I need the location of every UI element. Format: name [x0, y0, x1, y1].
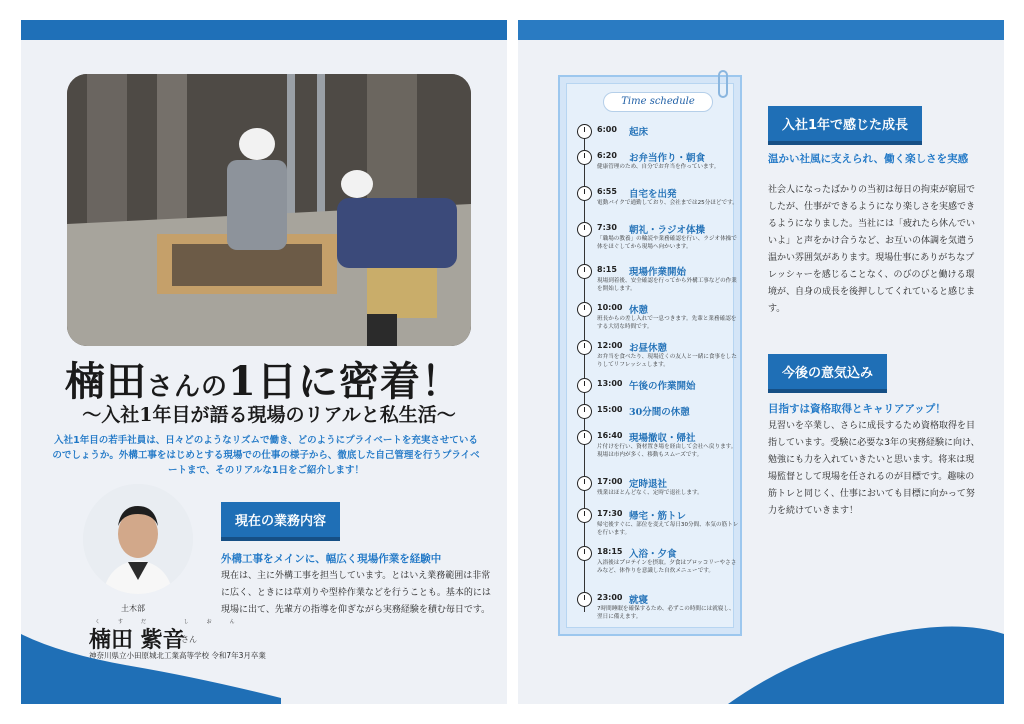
schedule-time: 13:00 [597, 379, 623, 388]
paperclip-icon [718, 70, 728, 98]
schedule-time: 10:00 [597, 303, 623, 312]
schedule-time: 6:00 [597, 125, 617, 134]
schedule-title: Time schedule [603, 92, 713, 112]
schedule-time: 6:20 [597, 151, 617, 160]
schedule-desc: 班長からの差し入れで一息つきます。先輩と業務確認をする大切な時間です。 [597, 316, 737, 330]
schedule-time: 15:00 [597, 405, 623, 414]
section-sub-growth: 温かい社風に支えられ、働く楽しさを実感 [768, 153, 969, 165]
top-bar [21, 20, 507, 40]
headline-name: 楠田 [65, 358, 147, 405]
schedule-time: 18:15 [597, 547, 623, 556]
bottom-wave [21, 614, 507, 704]
schedule-title-text: 30分間の休憩 [629, 407, 690, 418]
schedule-title-text: 起床 [629, 127, 649, 138]
name-honorific: さん [181, 635, 197, 644]
schedule-title-text: 自宅を出発 [629, 189, 677, 200]
clock-icon [577, 222, 592, 237]
lead-text: 入社1年目の若手社員は、日々どのようなリズムで働き、どのようにプライベートを充実させているのでしょうか。外構工事をはじめとする現場での仕事の様子から、徹底した自己管理を行うプライベートまで、そのリアルな1日をご紹介します！ [52, 435, 480, 476]
schedule-desc: 残業はほとんどなく、定時で退社します。 [597, 490, 703, 496]
avatar [83, 484, 193, 594]
bottom-wave-right [518, 554, 1004, 704]
schedule-inner [566, 83, 739, 628]
clock-icon [577, 378, 592, 393]
person-name: 楠田 紫音 [89, 627, 185, 653]
schedule-desc: お弁当を食べたり、現場近くの友人と一緒に食事をしたりしてリフレッシュします。 [597, 354, 737, 368]
schedule-title-text: 現場作業開始 [629, 267, 687, 278]
schedule-desc: 電動バイクで通勤しており、会社までは25分ほどです。 [597, 200, 738, 206]
clock-icon [577, 508, 592, 523]
headline [65, 350, 485, 407]
clock-icon [577, 302, 592, 317]
clock-icon [577, 124, 592, 139]
schedule-desc: 7時間睡眠を確保するため、必ずこの時間には就寝し、翌日に備えます。 [597, 606, 735, 620]
worksite-photo [67, 74, 471, 346]
schedule-title-text: 午後の作業開始 [629, 381, 696, 392]
schedule-desc: 現場到着後、安全確認を行ってから外構工事などの作業を開始します。 [597, 278, 737, 292]
schedule-time: 17:30 [597, 509, 623, 518]
section-title-future: 今後の意気込み [768, 354, 887, 389]
schedule-title-text: 帰宅・筋トレ [629, 511, 687, 522]
schedule-title-text: 休憩 [629, 305, 649, 316]
school: 神奈川県立小田原城北工業高等学校 令和7年3月卒業 [89, 651, 266, 660]
schedule-title-text: お弁当作り・朝食 [629, 153, 706, 164]
clock-icon [577, 264, 592, 279]
schedule-title-text: 就寝 [629, 595, 649, 606]
schedule-time: 17:00 [597, 477, 623, 486]
clock-icon [577, 430, 592, 445]
schedule-card [558, 75, 742, 636]
schedule-title-text: 朝礼・ラジオ体操 [629, 225, 706, 236]
schedule-title-text: 定時退社 [629, 479, 668, 490]
section-title-current-work: 現在の業務内容 [221, 502, 340, 537]
headline-end: 1日に密着！ [228, 358, 462, 405]
section-body-growth: 社会人になったばかりの当初は毎日の拘束が窮屈でしたが、仕事ができるようになり楽しさを実感できるようになりました。当社には「疲れたら休んでいいよ」と声をかけ合うなど、お互いの体調を気遣う温かい雰囲気があります。現場仕事にありがちなプレッシャーを感じることなく、のびのびと働ける環境が、自身の成長を後押ししてくれていると感じます。 [768, 185, 976, 314]
schedule-time: 23:00 [597, 593, 623, 602]
clock-icon [577, 186, 592, 201]
schedule-desc: 「職場の教養」の輪読や業務確認を行い、ラジオ体操で体をほぐしてから現場へ向かいます。 [597, 236, 737, 250]
schedule-time: 6:55 [597, 187, 617, 196]
section-sub-future: 目指すは資格取得とキャリアアップ！ [768, 403, 946, 415]
section-title-growth: 入社1年で感じた成長 [768, 106, 922, 141]
clock-icon [577, 404, 592, 419]
schedule-title-text: 現場撤収・帰社 [629, 433, 696, 444]
schedule-title-text: 入浴・夕食 [629, 549, 677, 560]
schedule-desc: 入浴後はプロテインを摂取。夕食はブロッコリーやささみなど、体作りを意識した自炊メニューです。 [597, 560, 737, 574]
schedule-time: 8:15 [597, 265, 617, 274]
schedule-time: 16:40 [597, 431, 623, 440]
clock-icon [577, 340, 592, 355]
clock-icon [577, 150, 592, 165]
section-sub-current-work: 外構工事をメインに、幅広く現場作業を経験中 [221, 553, 442, 565]
clock-icon [577, 476, 592, 491]
left-page [21, 20, 507, 704]
headline-san: さんの [147, 372, 229, 402]
schedule-time: 12:00 [597, 341, 623, 350]
department: 土木部 [121, 604, 145, 613]
subtitle: 〜入社1年目が語る現場のリアルと私生活〜 [82, 404, 456, 426]
name-ruby-family: くすだ [95, 619, 165, 625]
section-body-current-work: 現在は、主に外構工事を担当しています。とはいえ業務範囲は非常に広く、ときには草刈りや型枠作業などを行うことも。基本的には現場に出て、先輩方の指導を仰ぎながら実務経験を積む毎日です。 [221, 571, 491, 615]
top-bar-right [518, 20, 1004, 40]
section-body-future: 見習いを卒業し、さらに成長するため資格取得を目指しています。受験に必要な3年の実務経験に向け、勉強にも力を入れていきたいと思います。将来は現場監督として現場を任されるのが目標です。趣味の筋トレと同じく、仕事においても目標に向かって努力を続けていきます！ [768, 421, 980, 516]
schedule-title-text: お昼休憩 [629, 343, 668, 354]
name-ruby-given: しおん [183, 619, 253, 625]
right-page [518, 20, 1004, 704]
schedule-desc: 帰宅後すぐに、部位を変えて毎日30分間、本気の筋トレを行います。 [597, 522, 739, 536]
schedule-desc: 片付けを行い、資材置き場を経由して会社へ戻ります。現場は市内が多く、移動もスムーズです。 [597, 444, 737, 458]
schedule-time: 7:30 [597, 223, 617, 232]
schedule-desc: 健康管理のため、自分でお弁当を作っています。 [597, 164, 720, 170]
